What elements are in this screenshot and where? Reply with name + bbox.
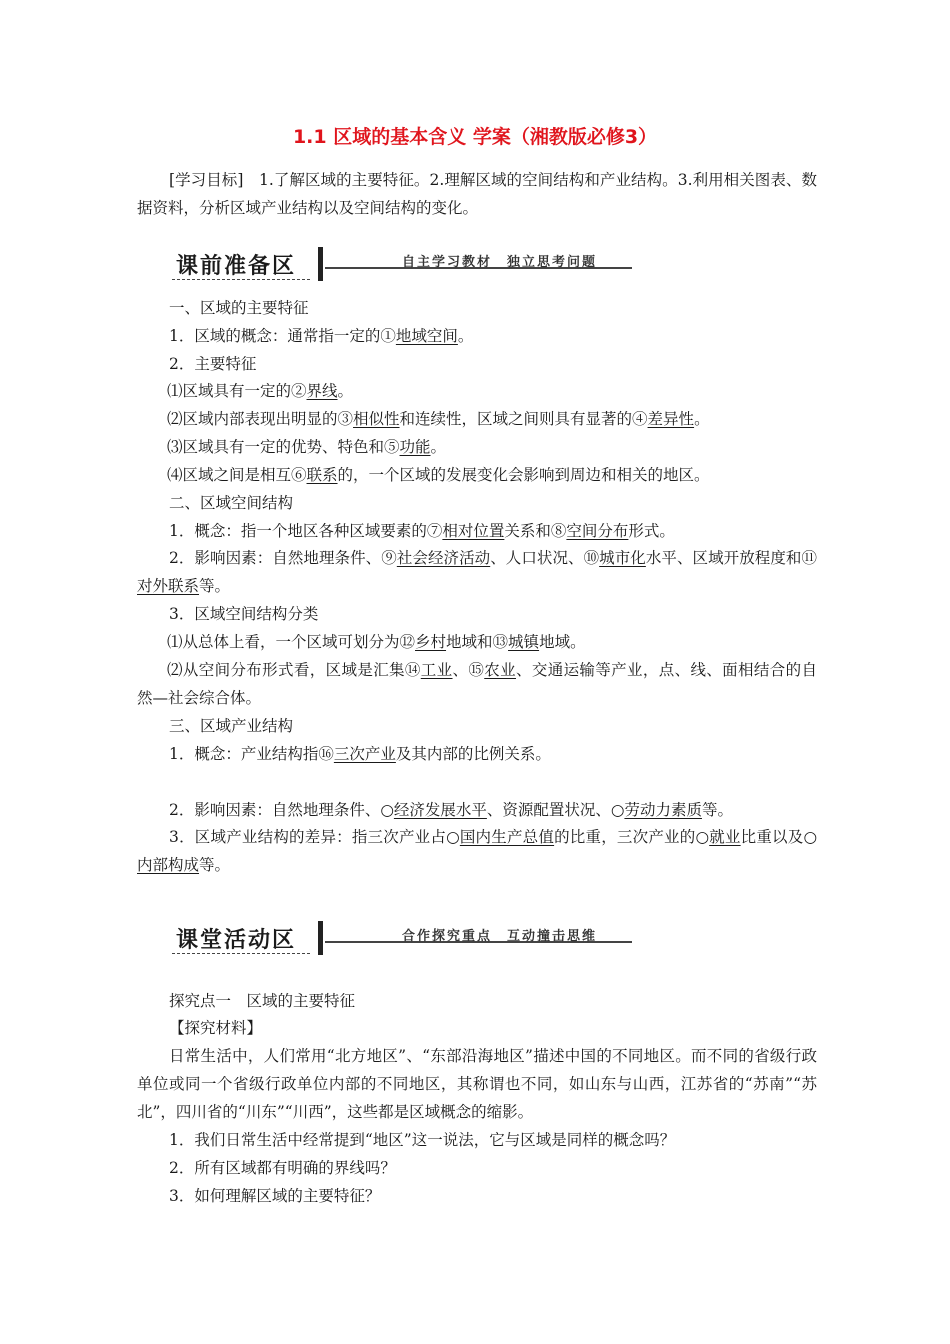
banner-subtitle: 合作探究重点 互动撞击思维 (402, 929, 598, 944)
list-item: 2．影响因素：自然地理条件、○经济发展水平、资源配置状况、○劳动力素质等。 (169, 801, 733, 819)
banner-bar (318, 247, 323, 281)
banner-title: 课前准备区 (176, 254, 297, 279)
inquiry-point-title: 探究点一 区域的主要特征 (169, 992, 356, 1010)
list-item: ⑴区域具有一定的②界线。 (167, 382, 354, 400)
list-item: ⑵从空间分布形式看，区域是汇集⑭工业、⑮农业、交通运输等产业，点、线、面相结合的自然—社会综合体。 (137, 661, 817, 707)
list-item: 2．主要特征 (169, 355, 257, 373)
banner-dashed-line (172, 953, 310, 954)
list-item: 3．区域空间结构分类 (169, 605, 319, 623)
banner-title: 课堂活动区 (176, 928, 297, 953)
list-item: 3．区域产业结构的差异：指三次产业占○国内生产总值的比重，三次产业的○就业比重以及○内部构成等。 (137, 828, 817, 874)
learning-objectives (137, 166, 817, 222)
list-item: ⑵区域内部表现出明显的③相似性和连续性，区域之间则具有显著的④差异性。 (167, 410, 710, 428)
list-item: ⑴从总体上看，一个区域可划分为⑫乡村地域和⑬城镇地域。 (167, 633, 586, 651)
list-item: 2．影响因素：自然地理条件、⑨社会经济活动、人口状况、⑩城市化水平、区域开放程度和⑪对外联系等。 (137, 549, 817, 595)
question-3: 3．如何理解区域的主要特征？ (169, 1187, 381, 1205)
heading-2: 二、区域空间结构 (169, 494, 294, 512)
material-text: 日常生活中，人们常用“北方地区”、“东部沿海地区”描述中国的不同地区。而不同的省级行政单位或同一个省级行政单位内部的不同地区，其称谓也不同，如山东与山西，江苏省的“苏南”“苏北”，四川省的“川东”“川西”，这些都是区域概念的缩影。 (137, 1047, 817, 1121)
banner-subtitle: 自主学习教材 独立思考问题 (402, 255, 598, 270)
material-label: 【探究材料】 (169, 1019, 263, 1037)
section-banner-preview (172, 247, 632, 283)
objectives-label: [学习目标] (169, 171, 244, 189)
question-1: 1．我们日常生活中经常提到“地区”这一说法，它与区域是同样的概念吗？ (169, 1131, 676, 1149)
section-banner-class (172, 921, 632, 957)
heading-3: 三、区域产业结构 (169, 717, 294, 735)
question-2: 2．所有区域都有明确的界线吗？ (169, 1159, 396, 1177)
list-item: 1．概念：指一个地区各种区域要素的⑦相对位置关系和⑧空间分布形式。 (169, 522, 675, 540)
heading-1: 一、区域的主要特征 (169, 299, 309, 317)
list-item: ⑶区域具有一定的优势、特色和⑤功能。 (167, 438, 447, 456)
banner-dashed-line (172, 279, 310, 280)
page-title: 1.1 区域的基本含义 学案（湘教版必修3） (292, 126, 658, 148)
list-item: ⑷区域之间是相互⑥联系的，一个区域的发展变化会影响到周边和相关的地区。 (167, 466, 710, 484)
list-item: 1．概念：产业结构指⑯三次产业及其内部的比例关系。 (169, 745, 551, 763)
objectives-text: 1.了解区域的主要特征。2.理解区域的空间结构和产业结构。3.利用相关图表、数据资料，分析区域产业结构以及空间结构的变化。 (137, 171, 817, 217)
list-item: 1．区域的概念：通常指一定的①地域空间。 (169, 327, 474, 345)
banner-bar (318, 921, 323, 955)
